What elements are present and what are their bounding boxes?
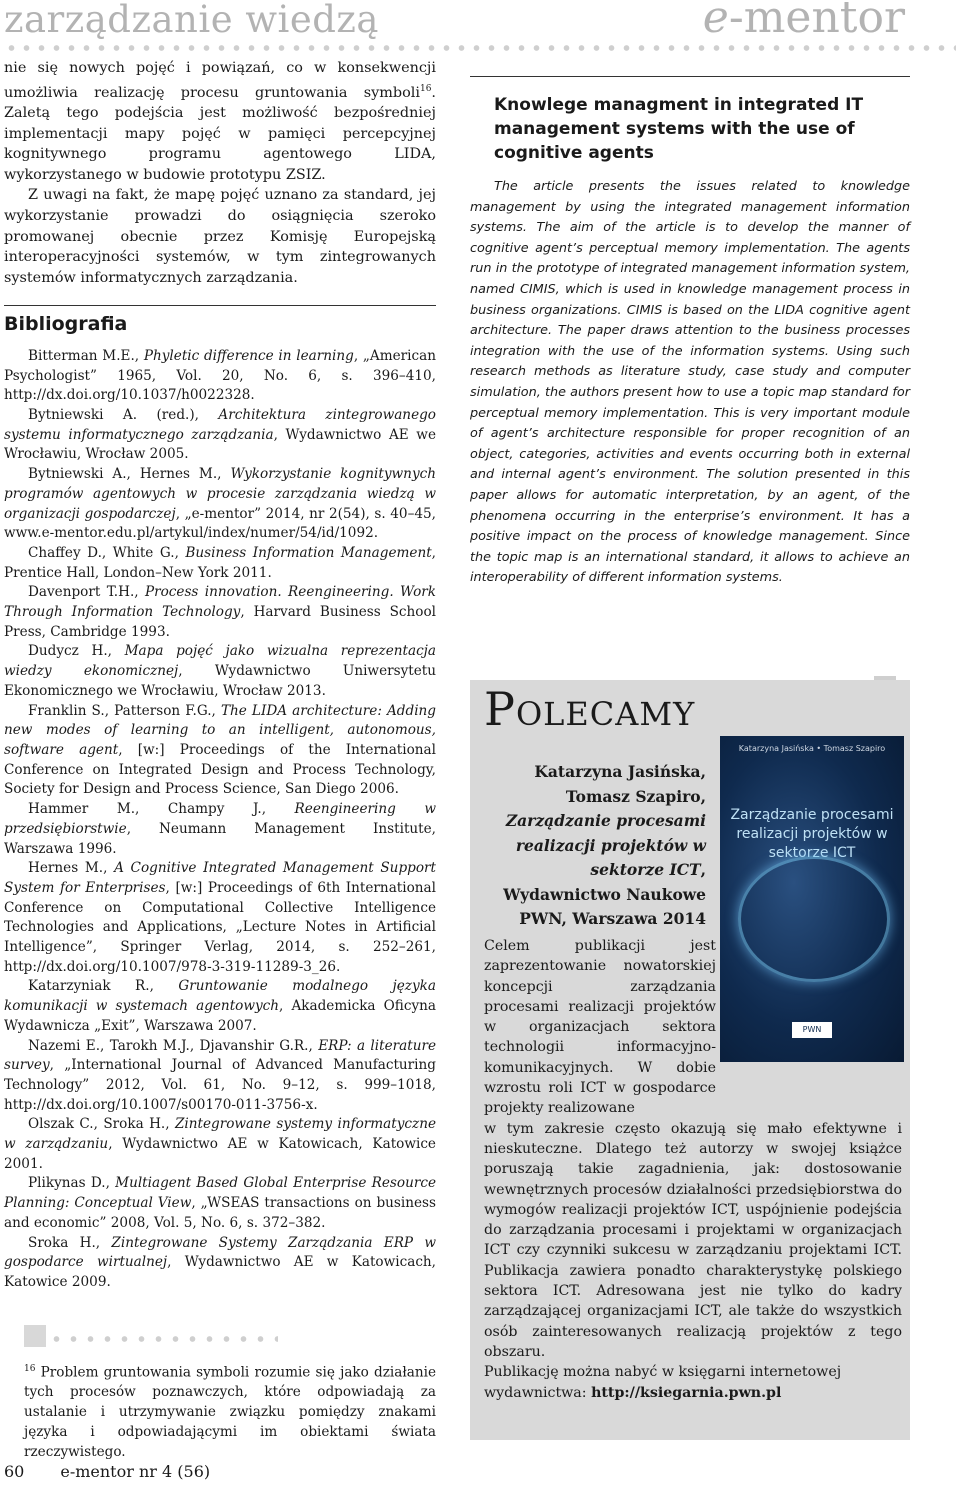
page-footer bbox=[4, 1462, 246, 1481]
header-dot-rule bbox=[4, 44, 956, 52]
bibliography-entry: Olszak C., Sroka H., Zintegrowane systemy informatyczne w zarządzaniu, Wydawnictwo AE w Katowicach, Katowice 2001. bbox=[4, 1116, 437, 1172]
brand-logo: e-mentor bbox=[702, 0, 905, 43]
bibliography-entry: Bitterman M.E., Phyletic difference in learning, „American Psychologist” 1965, Vol. 20, No. 6, s. 396–410, http://dx.doi.org/10.1037/h0022328. bbox=[4, 347, 436, 404]
bibliography-entry: Davenport T.H., Process innovation. Reengineering. Work Through Information Technology, Harvard Business School Press, Cambridge 1993. bbox=[4, 584, 436, 640]
footnote: $^{16}$ Problem gruntowania symboli rozumie się jako działanie tych procesów poznawczych, które odpowiadają za ustalanie i utrzymywanie związku pomiędzy znakami języka i odpowiadającymi im obiektami świata rzeczywistego. bbox=[24, 1363, 437, 1461]
issue-label: e-mentor nr 4 (56) bbox=[60, 1462, 211, 1481]
book-description: Katarzyna Jasińska, Tomasz Szapiro, Zarządzanie procesami realizacji projektów w sektorze ICT, Wydawnictwo Naukowe PWN, Warszawa 2014 bbox=[503, 762, 706, 928]
bibliography-entry: Katarzyniak R., Gruntowanie modalnego języka komunikacji w systemach agentowych, Akademicka Oficyna Wydawnicza „Exit”, Warszawa 2007. bbox=[4, 978, 436, 1034]
abstract-text: The article presents the issues related to knowledge management by using the integrated management information systems. The aim of the article is to develop the manner of cognitive agent’s perceptual memory implementation. The agents run in the prototype of integrated management information system, named CIMIS, which is used in knowledge management process in business organizations. CIMIS is based on the LIDA cognitive agent architecture. The paper draws attention to the business processes integration with the use of the information systems. Using such research methods as literature study, case study and computer simulation, the authors present how to use a topic map standard for perceptual memory implementation. This is very important module of agent’s architecture responsible for proper recognition of an object, categories, activities and events occurring both in external and internal agent’s environment. The solution presented in this paper allows for automatic interpretation, by an agent, of the phenomena occurring in the enterprise’s environment. It has a positive impact on the process of knowledge management. Since the topic map is an international standard, it allows to achieve an interoperability of different information systems. bbox=[470, 179, 910, 586]
bibliography-list bbox=[4, 347, 436, 1293]
bookstore-link[interactable]: http://ksiegarnia.pwn.pl bbox=[591, 1384, 782, 1401]
bibliography-entry: Dudycz H., Mapa pojęć jako wizualna reprezentacja wiedzy ekonomicznej, Wydawnictwo Uniwersytetu Ekonomicznego we Wrocławiu, Wrocław 2013. bbox=[4, 643, 436, 699]
promo-heading: Polecamy bbox=[484, 682, 696, 736]
bibliography-entry: Hernes M., A Cognitive Integrated Management Support System for Enterprises, [w:] Proceedings of 6th International Conference on Computational Collective Intelligence Technologies and Applications, „Lecture Notes in Artificial Intelligence”, Springer Verlag, 2014, s. 252–261, http://dx.doi.org/10.1007/978-3-319-11289-3_26. bbox=[4, 860, 436, 975]
footnote-separator bbox=[4, 1325, 436, 1353]
book-cover-image: Katarzyna Jasińska • Tomasz Szapiro Zarządzanie procesami realizacji projektów w sektorze ICT PWN bbox=[720, 736, 904, 1062]
bibliography-heading: Bibliografia bbox=[4, 305, 436, 335]
body-paragraph: nie się nowych pojęć i powiązań, co w konsekwencji umożliwia realizację procesu gruntowania symboli$^{16}$. Zaletą tego podejścia jest możliwość bezpośredniej implementacji mapy pojęć w pamięci percepcyjnej kognitywnego programu agentowego LIDA, wykorzystanego w budowie prototypu ZSIZ. bbox=[4, 60, 436, 183]
section-title: zarządzanie wiedzą bbox=[4, 0, 379, 41]
abstract-title: Knowlege managment in integrated IT management systems with the use of cognitive agents bbox=[494, 95, 864, 163]
bibliography-entry: Bytniewski A. (red.), Architektura zintegrowanego systemu informatycznego zarządzania, Wydawnictwo AE we Wrocławiu, Wrocław 2005. bbox=[4, 407, 436, 463]
bibliography-entry: Plikynas D., Multiagent Based Global Enterprise Resource Planning: Conceptual View, „WSEAS transactions on business and economic” 2008, Vol. 5, No. 6, s. 372–382. bbox=[4, 1175, 437, 1231]
body-paragraph: Z uwagi na fakt, że mapę pojęć uznano za standard, jej wykorzystanie prowadzi do osiągnięcia szeroko promowanej obecnie przez Komisję Europejską interoperacyjności systemów, w tym zintegrowanych systemów informatycznych zarządzania. bbox=[4, 187, 436, 286]
promo-description: Celem publikacji jest zaprezentowanie nowatorskiej koncepcji zarządzania procesami realizacji projektów w organizacjach sektora technologii informacyjno-komunikacyjnych. W dobie wzrostu roli ICT w gospodarce projekty realizowane w tym zakresie często okazują się mało efektywne i nieskuteczne. Dlatego też autorzy w swojej książce poruszają takie zagadnienia, jak: dostosowanie wewnętrznych procesów działalności przedsiębiorstwa do wymogów realizacji projektów ICT, uspójnienie podejścia do zarządzania procesami i projektami w organizacjach ICT czy czynniki sukcesu w zarządzaniu projektami ICT. Publikacja zawiera ponadto charakterystykę polskiego sektora ICT. Adresowana jest nie tylko do kadry zarządzającej organizacjami ICT, ale także do wszystkich osób zainteresowanych realizacją projektów z tego obszaru. Publikację można nabyć w księgarni internetowej wydawnictwa: http://ksiegarnia.pwn.pl bbox=[484, 938, 902, 1401]
bibliography-entry: Hammer M., Champy J., Reengineering w przedsiębiorstwie, Neumann Management Institute, Warszawa 1996. bbox=[4, 801, 436, 857]
bibliography-entry: Bytniewski A., Hernes M., Wykorzystanie kognitywnych programów agentowych w procesie zarządzania wiedzą w organizacji gospodarczej, „e-mentor” 2014, nr 2(54), s. 40–45, www.e-mentor.edu.pl/artykul/index/numer/54/id/1092. bbox=[4, 466, 436, 542]
bibliography-entry: Franklin S., Patterson F.G., The LIDA architecture: Adding new modes of learning to an intelligent, autonomous, software agent, [w:] Proceedings of the International Conference on Integrated Design and Process Technology, Society for Design and Process Science, San Diego 2006. bbox=[4, 702, 437, 798]
promo-box bbox=[470, 680, 910, 1440]
bibliography-entry: Sroka H., Zintegrowane Systemy Zarządzania ERP w gospodarce wirtualnej, Wydawnictwo AE w Katowicach, Katowice 2009. bbox=[4, 1234, 437, 1290]
pwn-logo: PWN bbox=[792, 1022, 832, 1038]
bibliography-entry: Chaffey D., White G., Business Information Management, Prentice Hall, London–New York 2011. bbox=[4, 544, 436, 581]
left-column bbox=[4, 58, 436, 1462]
bibliography-entry: Nazemi E., Tarokh M.J., Djavanshir G.R., ERP: a literature survey, „International Journal of Advanced Manufacturing Technology” 2012, Vol. 61, No. 9–12, s. 999–1018, http://dx.doi.org/10.1007/s00170-011-3756-x. bbox=[4, 1037, 436, 1113]
page-number: 60 bbox=[4, 1462, 25, 1481]
abstract-box bbox=[470, 76, 910, 589]
